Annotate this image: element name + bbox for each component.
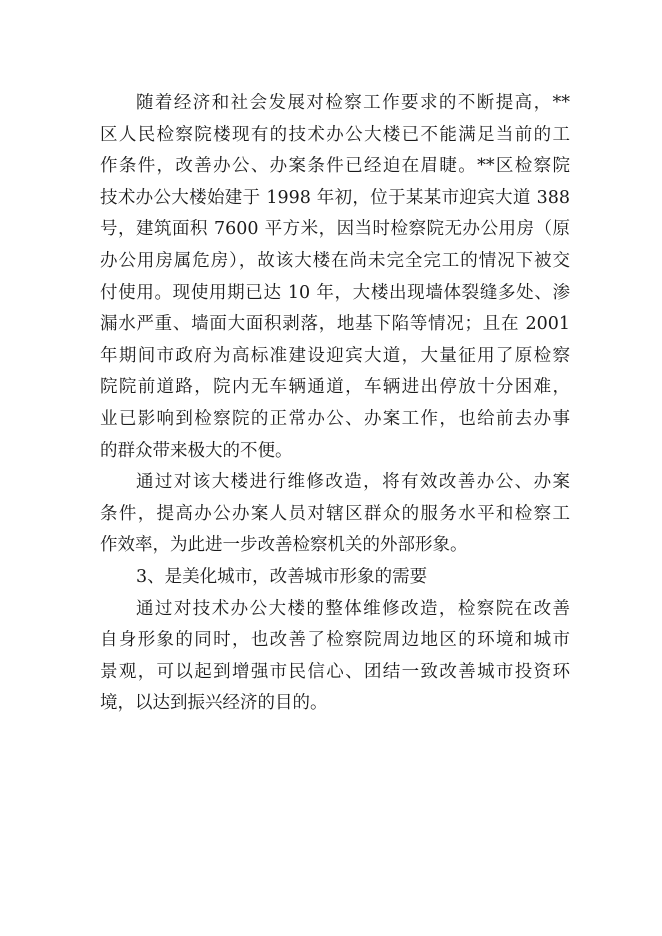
paragraph-2-line-2: 条件，提高办公办案人员对辖区群众的服务水平和检察工	[100, 503, 570, 524]
paragraph-2-line-1: 通过对该大楼进行维修改造，将有效改善办公、办案	[136, 472, 570, 493]
paragraph-1-line-2: 区人民检察院楼现有的技术办公大楼已不能满足当前的工	[100, 124, 570, 145]
paragraph-1-line-5: 号，建筑面积 7600 平方米，因当时检察院无办公用房（原	[100, 219, 570, 240]
paragraph-2-line-3: 作效率，为此进一步改善检察机关的外部形象。	[100, 535, 468, 556]
paragraph-1-line-8: 漏水严重、墙面大面积剥落，地基下陷等情况；且在 2001	[100, 314, 570, 335]
paragraph-1-line-3: 作条件，改善办公、办案条件已经迫在眉睫。**区检察院	[100, 156, 570, 177]
paragraph-1-line-1: 随着经济和社会发展对检察工作要求的不断提高，**	[136, 93, 570, 113]
paragraph-3-line-1: 通过对技术办公大楼的整体维修改造，检察院在改善	[136, 598, 570, 619]
paragraph-3-line-4: 境，以达到振兴经济的目的。	[100, 693, 328, 714]
paragraph-1-line-10: 院院前道路，院内无车辆通道，车辆进出停放十分困难，	[100, 377, 570, 398]
paragraph-1-line-12: 的群众带来极大的不便。	[100, 440, 293, 461]
paragraph-1-line-4: 技术办公大楼始建于 1998 年初，位于某某市迎宾大道 388	[100, 187, 570, 208]
paragraph-1-line-7: 付使用。现使用期已达 10 年，大楼出现墙体裂缝多处、渗	[100, 282, 570, 303]
paragraph-3-line-3: 景观，可以起到增强市民信心、团结一致改善城市投资环	[100, 661, 570, 682]
paragraph-1-line-11: 业已影响到检察院的正常办公、办案工作，也给前去办事	[100, 408, 570, 429]
paragraph-1-line-6: 办公用房属危房），故该大楼在尚未完全完工的情况下被交	[100, 250, 570, 271]
paragraph-1-line-9: 年期间市政府为高标准建设迎宾大道，大量征用了原检察	[100, 345, 570, 366]
section-heading: 3、是美化城市，改善城市形象的需要	[136, 566, 428, 587]
paragraph-3-line-2: 自身形象的同时，也改善了检察院周边地区的环境和城市	[100, 630, 570, 651]
body-text	[100, 88, 570, 720]
